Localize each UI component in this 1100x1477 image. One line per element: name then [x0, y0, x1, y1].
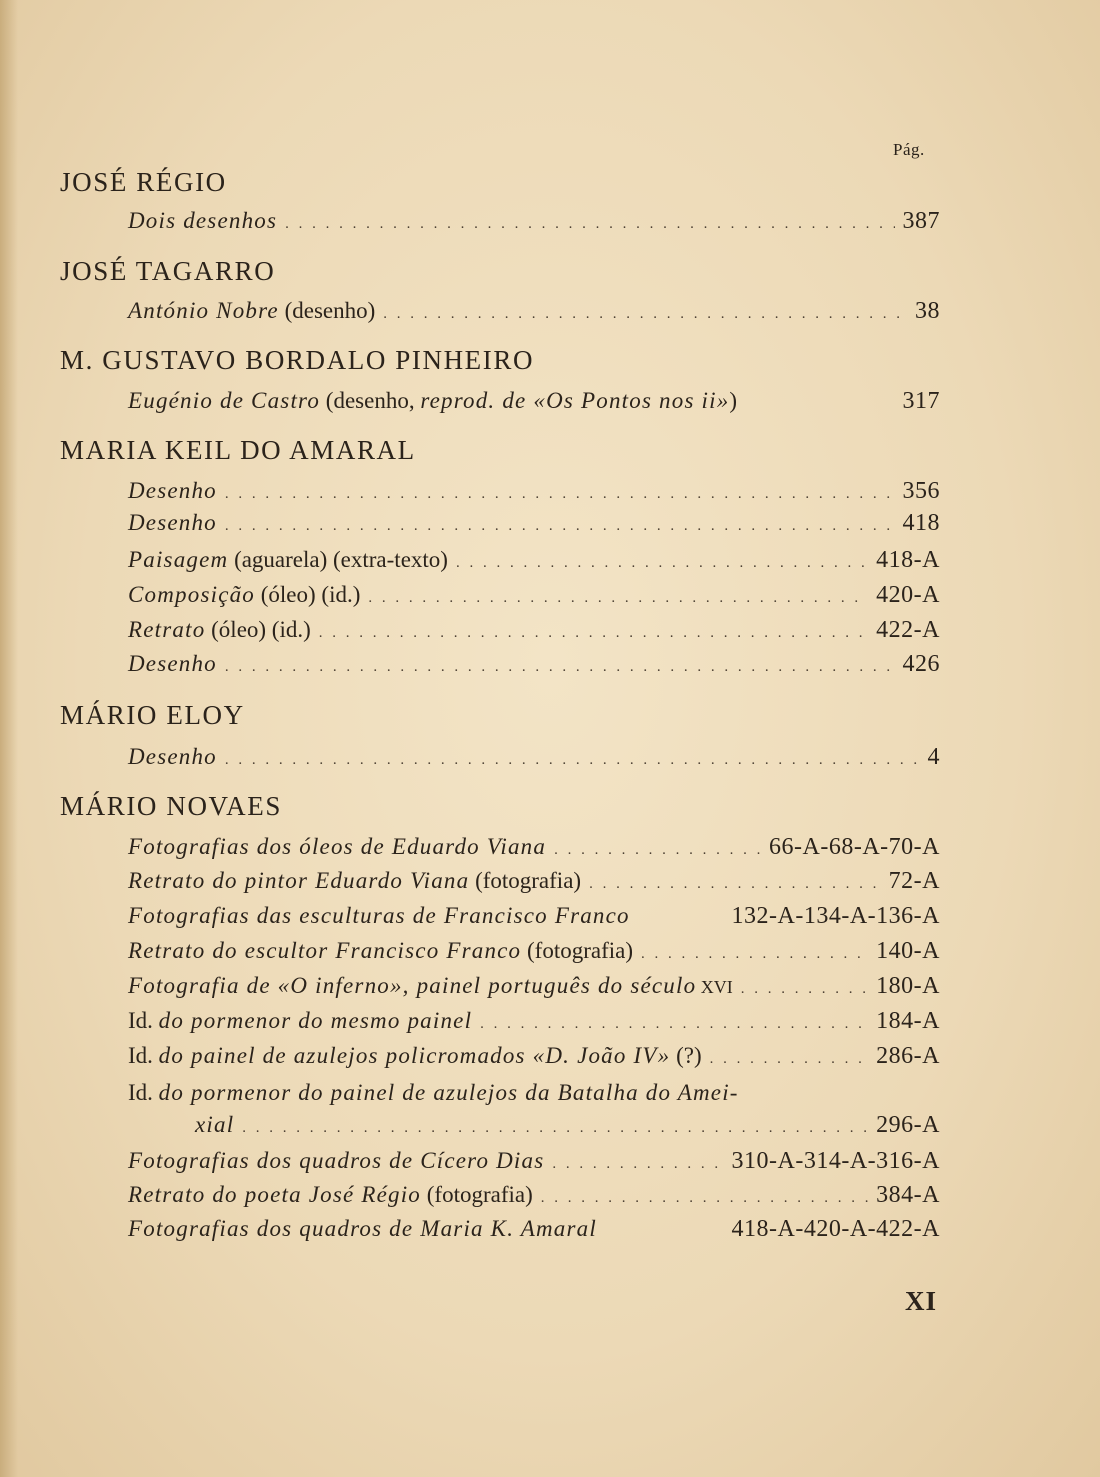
toc-entry: [128, 868, 940, 900]
entry-page: 140-A: [876, 938, 940, 964]
toc-entry: [128, 388, 940, 420]
toc-entry: [128, 744, 940, 776]
entry-title: Fotografias dos quadros de Maria K. Amaral: [128, 1216, 597, 1241]
toc-entry: [128, 547, 940, 579]
page-folio: XI: [905, 1286, 938, 1316]
entry-title: Dois desenhos: [128, 208, 278, 233]
entry-page: 422-A: [876, 617, 940, 643]
leader-dots: [225, 752, 920, 769]
leader-dots: [242, 1120, 868, 1137]
entry-title: Eugénio de Castro (desenho, reprod. de «Os Pontos nos ii»): [128, 388, 738, 413]
entry-title: Fotografias dos quadros de Cícero Dias: [128, 1148, 545, 1173]
entry-page: 420-A: [876, 582, 940, 608]
leader-dots: [383, 306, 907, 323]
toc-entry: [128, 1182, 940, 1214]
entry-title: Retrato do escultor Francisco Franco (fotografia): [128, 938, 634, 963]
leader-dots: [368, 590, 868, 607]
author-heading: M. GUSTAVO BORDALO PINHEIRO: [60, 345, 535, 375]
entry-title: Retrato do poeta José Régio (fotografia): [128, 1182, 533, 1207]
entry-page: 4: [927, 744, 940, 770]
entry-title: Fotografias das esculturas de Francisco Franco: [128, 903, 630, 928]
author-heading: MÁRIO NOVAES: [60, 791, 282, 821]
leader-dots: [319, 625, 868, 642]
leader-dots: [480, 1016, 868, 1033]
entry-title: xial: [195, 1112, 235, 1137]
entry-page: 356: [902, 478, 940, 504]
toc-entry: [128, 834, 940, 866]
toc-entry: [128, 208, 940, 240]
entry-title: Fotografias dos óleos de Eduardo Viana: [128, 834, 547, 859]
entry-page: 180-A: [876, 973, 940, 999]
toc-entry: [128, 510, 940, 542]
leader-dots: [554, 842, 761, 859]
entry-title: Desenho: [128, 744, 217, 769]
leader-dots: [456, 555, 868, 572]
toc-entry: [128, 617, 940, 649]
entry-page: 38: [915, 298, 940, 324]
entry-title: Id. do painel de azulejos policromados «D. João IV» (?): [128, 1043, 702, 1068]
leader-dots: [285, 216, 894, 233]
entry-page: 310-A-314-A-316-A: [731, 1148, 940, 1174]
entry-page: 384-A: [876, 1182, 940, 1208]
entry-title: António Nobre (desenho): [128, 298, 376, 323]
entry-title: Composição (óleo) (id.): [128, 582, 361, 607]
entry-page: 296-A: [876, 1112, 940, 1138]
leader-dots: [710, 1051, 869, 1068]
entry-page: 184-A: [876, 1008, 940, 1034]
author-heading: JOSÉ RÉGIO: [60, 167, 227, 197]
leader-dots: [552, 1156, 723, 1173]
leader-dots: [225, 486, 895, 503]
toc-entry: [128, 1216, 940, 1248]
entry-title: Desenho: [128, 651, 217, 676]
entry-page: 418-A: [876, 547, 940, 573]
author-heading: MÁRIO ELOY: [60, 700, 245, 730]
page-edge-shadow: [0, 0, 18, 1477]
leader-dots: [225, 659, 895, 676]
leader-dots: [589, 876, 881, 893]
leader-dots: [741, 981, 868, 998]
toc-entry: [128, 298, 940, 330]
toc-entry: [128, 1008, 940, 1040]
toc-entry: [128, 973, 940, 1005]
toc-entry: [128, 938, 940, 970]
toc-entry-first-line: Id. do pormenor do painel de azulejos da Batalha do Amei-: [128, 1080, 739, 1105]
leader-dots: [641, 946, 868, 963]
leader-dots: [225, 518, 895, 535]
entry-title: Retrato (óleo) (id.): [128, 617, 311, 642]
entry-title: Retrato do pintor Eduardo Viana (fotografia): [128, 868, 582, 893]
toc-entry: [128, 1148, 940, 1180]
toc-entry: [128, 903, 940, 935]
entry-page: 426: [902, 651, 940, 677]
toc-entry: [128, 651, 940, 683]
entry-title: Desenho: [128, 478, 217, 503]
entry-title: Fotografia de «O inferno», painel português do século XVI: [128, 973, 733, 998]
entry-page: 286-A: [876, 1043, 940, 1069]
entry-title: Id. do pormenor do mesmo painel: [128, 1008, 473, 1033]
author-heading: JOSÉ TAGARRO: [60, 256, 276, 286]
entry-page: 72-A: [888, 868, 940, 894]
toc-entry: [128, 1043, 940, 1075]
toc-entry: [128, 582, 940, 614]
page-column-label: Pág.: [893, 140, 925, 159]
entry-page: 418-A-420-A-422-A: [731, 1216, 940, 1242]
entry-page: 132-A-134-A-136-A: [731, 903, 940, 929]
entry-page: 387: [902, 208, 940, 234]
toc-entry-continuation: [195, 1112, 940, 1144]
entry-page: 317: [902, 388, 940, 414]
entry-title: Paisagem (aguarela) (extra-texto): [128, 547, 448, 572]
entry-page: 418: [902, 510, 940, 536]
entry-page: 66-A-68-A-70-A: [769, 834, 940, 860]
entry-title: Desenho: [128, 510, 217, 535]
author-heading: MARIA KEIL DO AMARAL: [60, 435, 416, 465]
toc-entry: [128, 478, 940, 510]
leader-dots: [541, 1190, 868, 1207]
